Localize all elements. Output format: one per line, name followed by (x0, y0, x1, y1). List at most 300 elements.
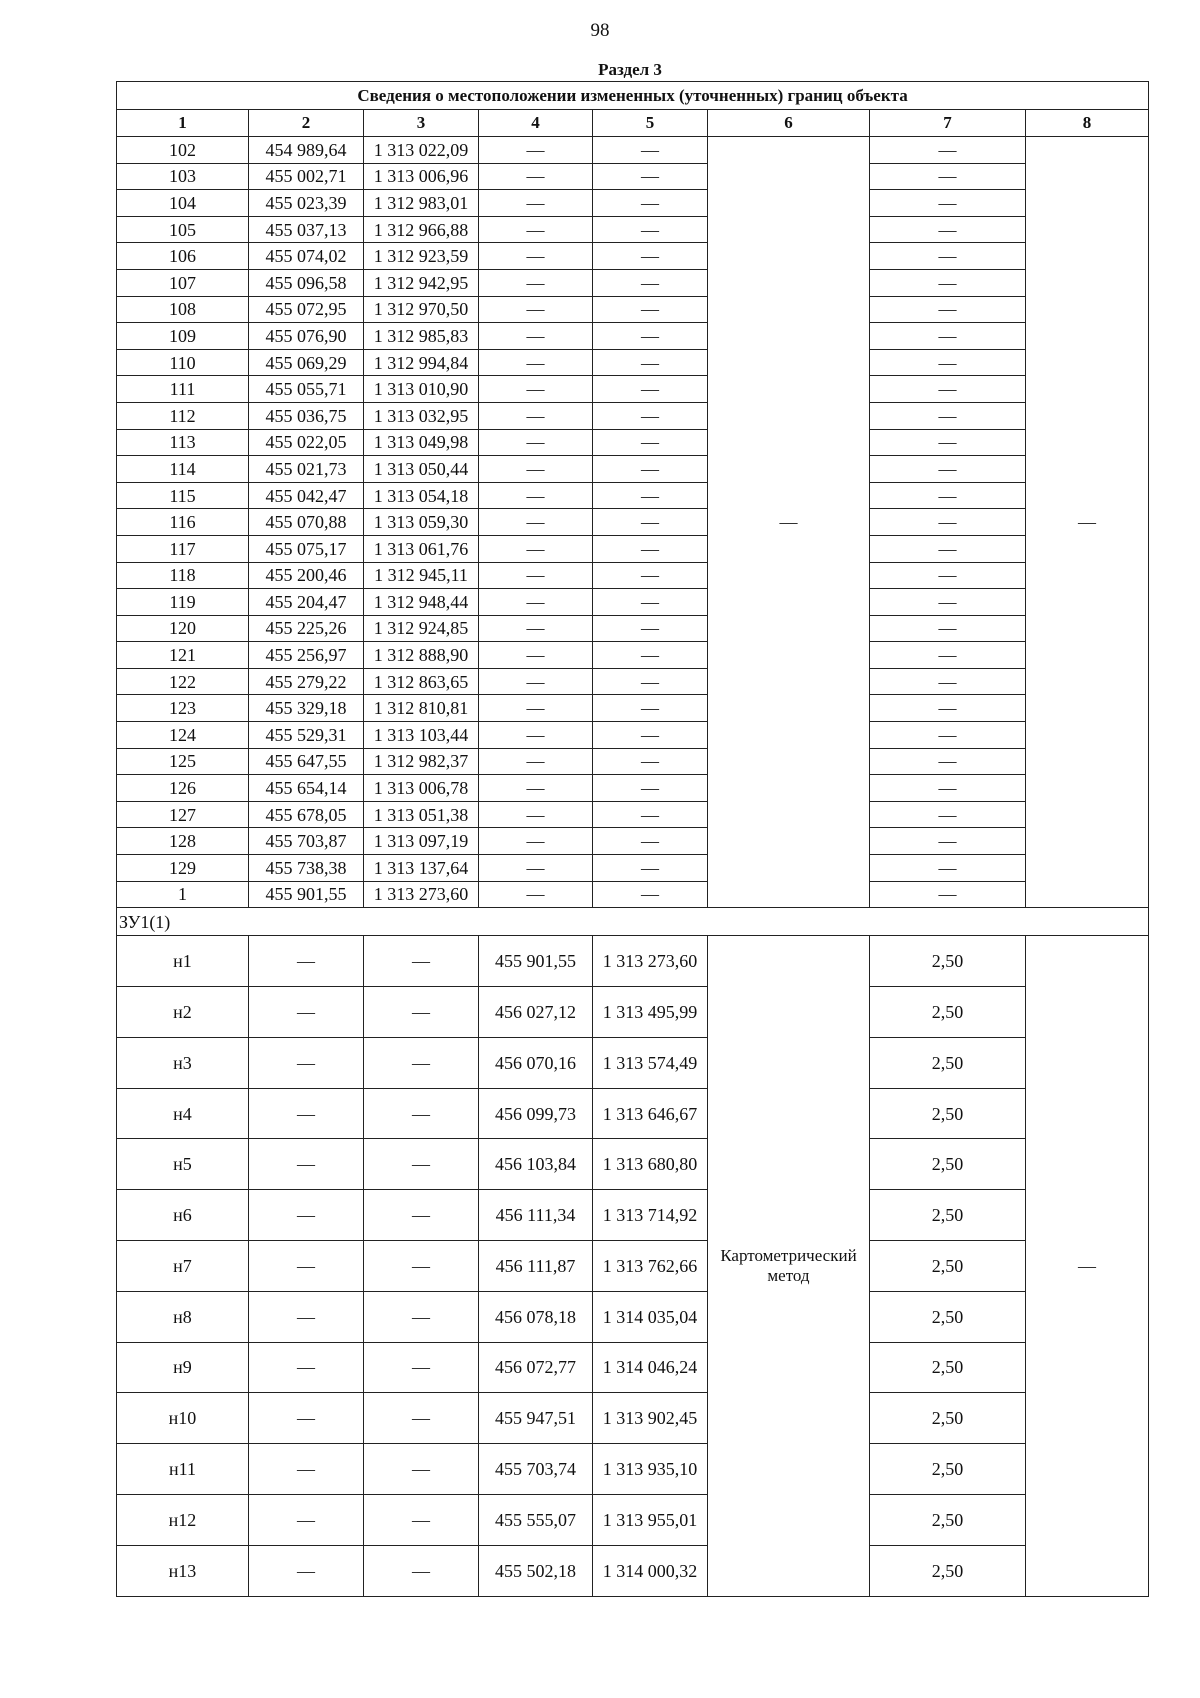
old-x-coordinate: 455 055,71 (249, 376, 364, 403)
point-number: 113 (117, 429, 249, 456)
table-row (117, 216, 1149, 243)
old-y-coordinate: — (364, 1139, 479, 1190)
accuracy-cell: — (870, 668, 1026, 695)
accuracy-cell: 2,50 (870, 1291, 1026, 1342)
header-col-8: 8 (1026, 110, 1149, 137)
point-number: н11 (117, 1444, 249, 1495)
new-x-coordinate: 456 070,16 (479, 1037, 593, 1088)
old-y-coordinate: 1 313 054,18 (364, 482, 479, 509)
section-title: Раздел 3 (598, 60, 662, 79)
old-x-coordinate: 455 023,39 (249, 190, 364, 217)
accuracy-cell: 2,50 (870, 1088, 1026, 1139)
old-x-coordinate: — (249, 1545, 364, 1596)
old-x-coordinate: 454 989,64 (249, 137, 364, 164)
accuracy-cell: — (870, 642, 1026, 669)
table-row (117, 936, 1149, 987)
new-x-coordinate: — (479, 376, 593, 403)
new-y-coordinate: — (593, 562, 708, 589)
old-y-coordinate: 1 313 059,30 (364, 509, 479, 536)
old-x-coordinate: — (249, 1494, 364, 1545)
new-y-coordinate: — (593, 482, 708, 509)
point-number: н12 (117, 1494, 249, 1545)
point-number: 112 (117, 402, 249, 429)
table-row (117, 589, 1149, 616)
old-y-coordinate: 1 313 051,38 (364, 801, 479, 828)
point-number: 124 (117, 722, 249, 749)
point-number: 111 (117, 376, 249, 403)
new-x-coordinate: — (479, 668, 593, 695)
new-x-coordinate: — (479, 642, 593, 669)
old-y-coordinate: — (364, 1190, 479, 1241)
point-number: 106 (117, 243, 249, 270)
point-number: н8 (117, 1291, 249, 1342)
accuracy-cell: — (870, 855, 1026, 882)
old-y-coordinate: 1 312 994,84 (364, 349, 479, 376)
old-y-coordinate: 1 312 985,83 (364, 323, 479, 350)
old-x-coordinate: — (249, 1444, 364, 1495)
accuracy-cell: 2,50 (870, 1494, 1026, 1545)
new-x-coordinate: — (479, 589, 593, 616)
point-number: 110 (117, 349, 249, 376)
old-x-coordinate: 455 002,71 (249, 163, 364, 190)
new-x-coordinate: — (479, 269, 593, 296)
new-x-coordinate: 456 103,84 (479, 1139, 593, 1190)
new-x-coordinate: — (479, 402, 593, 429)
point-number: 1 (117, 881, 249, 908)
point-number: 105 (117, 216, 249, 243)
point-number: н10 (117, 1393, 249, 1444)
accuracy-cell: 2,50 (870, 1037, 1026, 1088)
accuracy-cell: — (870, 695, 1026, 722)
old-y-coordinate: 1 313 050,44 (364, 456, 479, 483)
new-x-coordinate: 456 111,87 (479, 1241, 593, 1292)
table-row (117, 987, 1149, 1038)
point-number: 119 (117, 589, 249, 616)
new-y-coordinate: 1 313 646,67 (593, 1088, 708, 1139)
old-x-coordinate: 455 021,73 (249, 456, 364, 483)
new-x-coordinate: — (479, 456, 593, 483)
new-x-coordinate: 456 099,73 (479, 1088, 593, 1139)
table-row (117, 456, 1149, 483)
header-col-4: 4 (479, 110, 593, 137)
new-y-coordinate: — (593, 349, 708, 376)
point-number: н1 (117, 936, 249, 987)
accuracy-cell: — (870, 509, 1026, 536)
new-x-coordinate: — (479, 190, 593, 217)
old-y-coordinate: — (364, 1393, 479, 1444)
old-y-coordinate: 1 312 924,85 (364, 615, 479, 642)
old-x-coordinate: — (249, 1037, 364, 1088)
new-x-coordinate: 455 901,55 (479, 936, 593, 987)
old-x-coordinate: 455 279,22 (249, 668, 364, 695)
new-x-coordinate: — (479, 881, 593, 908)
table-row (117, 668, 1149, 695)
old-x-coordinate: 455 042,47 (249, 482, 364, 509)
new-x-coordinate: 456 111,34 (479, 1190, 593, 1241)
old-y-coordinate: — (364, 936, 479, 987)
table-row (117, 243, 1149, 270)
old-x-coordinate: 455 200,46 (249, 562, 364, 589)
point-number: 128 (117, 828, 249, 855)
description-cell: — (1026, 936, 1149, 1596)
accuracy-cell: — (870, 535, 1026, 562)
new-y-coordinate: — (593, 668, 708, 695)
new-y-coordinate: 1 313 495,99 (593, 987, 708, 1038)
old-y-coordinate: 1 312 923,59 (364, 243, 479, 270)
old-y-coordinate: — (364, 1494, 479, 1545)
new-y-coordinate: 1 313 762,66 (593, 1241, 708, 1292)
point-number: 103 (117, 163, 249, 190)
point-number: н13 (117, 1545, 249, 1596)
new-y-coordinate: 1 313 935,10 (593, 1444, 708, 1495)
old-x-coordinate: 455 037,13 (249, 216, 364, 243)
table-title-row (117, 82, 1149, 110)
new-y-coordinate: — (593, 775, 708, 802)
new-y-coordinate: — (593, 748, 708, 775)
header-col-6: 6 (708, 110, 870, 137)
table-row (117, 163, 1149, 190)
accuracy-cell: — (870, 243, 1026, 270)
new-y-coordinate: — (593, 243, 708, 270)
new-x-coordinate: — (479, 323, 593, 350)
point-number: н7 (117, 1241, 249, 1292)
new-x-coordinate: 456 027,12 (479, 987, 593, 1038)
new-y-coordinate: — (593, 615, 708, 642)
point-number: 109 (117, 323, 249, 350)
old-x-coordinate: 455 204,47 (249, 589, 364, 616)
point-number: 115 (117, 482, 249, 509)
new-y-coordinate: — (593, 402, 708, 429)
group-row (117, 908, 1149, 936)
new-x-coordinate: — (479, 482, 593, 509)
point-number: 127 (117, 801, 249, 828)
point-number: 126 (117, 775, 249, 802)
new-y-coordinate: — (593, 323, 708, 350)
old-x-coordinate: — (249, 1139, 364, 1190)
accuracy-cell: — (870, 349, 1026, 376)
old-y-coordinate: 1 312 982,37 (364, 748, 479, 775)
accuracy-cell: 2,50 (870, 1545, 1026, 1596)
old-x-coordinate: 455 647,55 (249, 748, 364, 775)
old-y-coordinate: — (364, 1241, 479, 1292)
old-y-coordinate: 1 312 945,11 (364, 562, 479, 589)
table-row (117, 323, 1149, 350)
table-row (117, 775, 1149, 802)
new-y-coordinate: — (593, 456, 708, 483)
page-number: 98 (590, 20, 610, 41)
accuracy-cell: — (870, 376, 1026, 403)
method-cell: Картометрический метод (708, 936, 870, 1596)
point-number: 125 (117, 748, 249, 775)
old-x-coordinate: — (249, 1088, 364, 1139)
accuracy-cell: — (870, 748, 1026, 775)
new-x-coordinate: — (479, 695, 593, 722)
point-number: н2 (117, 987, 249, 1038)
table-row (117, 296, 1149, 323)
table-row (117, 535, 1149, 562)
new-y-coordinate: — (593, 801, 708, 828)
table-row (117, 642, 1149, 669)
header-col-7: 7 (870, 110, 1026, 137)
new-x-coordinate: — (479, 429, 593, 456)
new-y-coordinate: 1 313 902,45 (593, 1393, 708, 1444)
new-y-coordinate: — (593, 855, 708, 882)
new-y-coordinate: — (593, 509, 708, 536)
old-x-coordinate: 455 738,38 (249, 855, 364, 882)
accuracy-cell: — (870, 296, 1026, 323)
old-x-coordinate: 455 703,87 (249, 828, 364, 855)
new-x-coordinate: — (479, 855, 593, 882)
old-x-coordinate: 455 070,88 (249, 509, 364, 536)
table-row (117, 881, 1149, 908)
new-x-coordinate: — (479, 509, 593, 536)
table-row (117, 190, 1149, 217)
accuracy-cell: — (870, 828, 1026, 855)
table-row (117, 1037, 1149, 1088)
new-y-coordinate: 1 313 273,60 (593, 936, 708, 987)
old-y-coordinate: — (364, 1444, 479, 1495)
new-y-coordinate: — (593, 429, 708, 456)
accuracy-cell: — (870, 429, 1026, 456)
table-row (117, 1494, 1149, 1545)
accuracy-cell: 2,50 (870, 1139, 1026, 1190)
point-number: 122 (117, 668, 249, 695)
old-y-coordinate: 1 313 097,19 (364, 828, 479, 855)
point-number: н3 (117, 1037, 249, 1088)
old-y-coordinate: 1 312 863,65 (364, 668, 479, 695)
old-y-coordinate: 1 313 273,60 (364, 881, 479, 908)
old-x-coordinate: 455 074,02 (249, 243, 364, 270)
point-number: 120 (117, 615, 249, 642)
old-y-coordinate: 1 312 966,88 (364, 216, 479, 243)
table-row (117, 482, 1149, 509)
table-row (117, 137, 1149, 164)
accuracy-cell: — (870, 775, 1026, 802)
old-x-coordinate: — (249, 936, 364, 987)
accuracy-cell: — (870, 615, 1026, 642)
old-x-coordinate: 455 225,26 (249, 615, 364, 642)
accuracy-cell: 2,50 (870, 987, 1026, 1038)
point-number: 129 (117, 855, 249, 882)
accuracy-cell: — (870, 216, 1026, 243)
table-row (117, 722, 1149, 749)
point-number: 116 (117, 509, 249, 536)
new-y-coordinate: 1 313 714,92 (593, 1190, 708, 1241)
point-number: 121 (117, 642, 249, 669)
new-x-coordinate: 455 703,74 (479, 1444, 593, 1495)
new-x-coordinate: — (479, 775, 593, 802)
accuracy-cell: — (870, 402, 1026, 429)
point-number: н5 (117, 1139, 249, 1190)
new-x-coordinate: — (479, 615, 593, 642)
old-y-coordinate: 1 312 810,81 (364, 695, 479, 722)
new-x-coordinate: — (479, 296, 593, 323)
old-x-coordinate: 455 022,05 (249, 429, 364, 456)
accuracy-cell: — (870, 269, 1026, 296)
method-cell: — (708, 137, 870, 908)
old-x-coordinate: 455 654,14 (249, 775, 364, 802)
table-row (117, 1444, 1149, 1495)
old-x-coordinate: 455 901,55 (249, 881, 364, 908)
old-y-coordinate: 1 313 103,44 (364, 722, 479, 749)
new-y-coordinate: — (593, 296, 708, 323)
group-label: ЗУ1(1) (117, 908, 1149, 936)
old-y-coordinate: — (364, 1342, 479, 1393)
new-x-coordinate: 455 947,51 (479, 1393, 593, 1444)
table-row (117, 828, 1149, 855)
old-y-coordinate: — (364, 987, 479, 1038)
old-y-coordinate: — (364, 1088, 479, 1139)
old-y-coordinate: 1 313 032,95 (364, 402, 479, 429)
table-row (117, 376, 1149, 403)
point-number: 104 (117, 190, 249, 217)
new-x-coordinate: — (479, 722, 593, 749)
table-row (117, 1545, 1149, 1596)
old-x-coordinate: 455 072,95 (249, 296, 364, 323)
old-x-coordinate: — (249, 1342, 364, 1393)
new-y-coordinate: — (593, 190, 708, 217)
old-y-coordinate: — (364, 1545, 479, 1596)
header-row (117, 110, 1149, 137)
old-y-coordinate: 1 312 942,95 (364, 269, 479, 296)
old-x-coordinate: 455 678,05 (249, 801, 364, 828)
new-y-coordinate: 1 313 680,80 (593, 1139, 708, 1190)
point-number: 108 (117, 296, 249, 323)
old-x-coordinate: 455 075,17 (249, 535, 364, 562)
table-row (117, 1291, 1149, 1342)
point-number: н6 (117, 1190, 249, 1241)
new-x-coordinate: 456 072,77 (479, 1342, 593, 1393)
accuracy-cell: — (870, 323, 1026, 350)
table-row (117, 1139, 1149, 1190)
table-row (117, 855, 1149, 882)
old-y-coordinate: 1 313 137,64 (364, 855, 479, 882)
new-x-coordinate: — (479, 137, 593, 164)
new-y-coordinate: 1 313 955,01 (593, 1494, 708, 1545)
new-x-coordinate: — (479, 349, 593, 376)
old-x-coordinate: — (249, 1393, 364, 1444)
old-y-coordinate: 1 312 888,90 (364, 642, 479, 669)
old-y-coordinate: 1 312 983,01 (364, 190, 479, 217)
accuracy-cell: — (870, 482, 1026, 509)
point-number: 117 (117, 535, 249, 562)
new-y-coordinate: — (593, 828, 708, 855)
accuracy-cell: 2,50 (870, 1241, 1026, 1292)
new-y-coordinate: — (593, 269, 708, 296)
accuracy-cell: 2,50 (870, 1342, 1026, 1393)
description-cell: — (1026, 137, 1149, 908)
new-x-coordinate: — (479, 562, 593, 589)
old-y-coordinate: 1 312 970,50 (364, 296, 479, 323)
old-y-coordinate: 1 313 061,76 (364, 535, 479, 562)
new-y-coordinate: 1 313 574,49 (593, 1037, 708, 1088)
new-y-coordinate: — (593, 881, 708, 908)
new-x-coordinate: — (479, 535, 593, 562)
boundary-table (116, 81, 1149, 1597)
old-y-coordinate: 1 313 022,09 (364, 137, 479, 164)
new-y-coordinate: — (593, 137, 708, 164)
old-x-coordinate: — (249, 1241, 364, 1292)
accuracy-cell: — (870, 722, 1026, 749)
accuracy-cell: — (870, 190, 1026, 217)
old-y-coordinate: 1 313 010,90 (364, 376, 479, 403)
old-x-coordinate: 455 329,18 (249, 695, 364, 722)
table-row (117, 1241, 1149, 1292)
table-row (117, 801, 1149, 828)
header-col-1: 1 (117, 110, 249, 137)
new-y-coordinate: — (593, 535, 708, 562)
old-x-coordinate: — (249, 987, 364, 1038)
table-row (117, 349, 1149, 376)
table-row (117, 509, 1149, 536)
new-y-coordinate: — (593, 376, 708, 403)
accuracy-cell: 2,50 (870, 936, 1026, 987)
old-x-coordinate: — (249, 1291, 364, 1342)
accuracy-cell: — (870, 456, 1026, 483)
new-y-coordinate: — (593, 695, 708, 722)
table-row (117, 1342, 1149, 1393)
table-row (117, 1088, 1149, 1139)
table-row (117, 1393, 1149, 1444)
point-number: 102 (117, 137, 249, 164)
accuracy-cell: — (870, 137, 1026, 164)
accuracy-cell: — (870, 163, 1026, 190)
table-row (117, 695, 1149, 722)
header-col-3: 3 (364, 110, 479, 137)
new-x-coordinate: — (479, 748, 593, 775)
old-y-coordinate: 1 313 006,78 (364, 775, 479, 802)
old-x-coordinate: — (249, 1190, 364, 1241)
new-x-coordinate: 455 502,18 (479, 1545, 593, 1596)
new-x-coordinate: 455 555,07 (479, 1494, 593, 1545)
new-y-coordinate: — (593, 642, 708, 669)
point-number: 123 (117, 695, 249, 722)
point-number: 114 (117, 456, 249, 483)
old-x-coordinate: 455 076,90 (249, 323, 364, 350)
new-x-coordinate: — (479, 243, 593, 270)
accuracy-cell: — (870, 801, 1026, 828)
table-row (117, 748, 1149, 775)
accuracy-cell: 2,50 (870, 1393, 1026, 1444)
table-title: Сведения о местоположении измененных (уточненных) границ объекта (117, 82, 1149, 110)
accuracy-cell: — (870, 562, 1026, 589)
old-x-coordinate: 455 069,29 (249, 349, 364, 376)
table-row (117, 562, 1149, 589)
old-y-coordinate: — (364, 1037, 479, 1088)
old-x-coordinate: 455 036,75 (249, 402, 364, 429)
point-number: 107 (117, 269, 249, 296)
new-y-coordinate: — (593, 163, 708, 190)
old-y-coordinate: 1 313 006,96 (364, 163, 479, 190)
header-col-5: 5 (593, 110, 708, 137)
old-x-coordinate: 455 096,58 (249, 269, 364, 296)
table-row (117, 402, 1149, 429)
new-x-coordinate: 456 078,18 (479, 1291, 593, 1342)
new-y-coordinate: — (593, 589, 708, 616)
accuracy-cell: 2,50 (870, 1444, 1026, 1495)
point-number: 118 (117, 562, 249, 589)
point-number: н9 (117, 1342, 249, 1393)
new-y-coordinate: 1 314 046,24 (593, 1342, 708, 1393)
accuracy-cell: — (870, 881, 1026, 908)
accuracy-cell: 2,50 (870, 1190, 1026, 1241)
old-x-coordinate: 455 529,31 (249, 722, 364, 749)
point-number: н4 (117, 1088, 249, 1139)
table-row (117, 269, 1149, 296)
table-row (117, 615, 1149, 642)
old-x-coordinate: 455 256,97 (249, 642, 364, 669)
old-y-coordinate: — (364, 1291, 479, 1342)
